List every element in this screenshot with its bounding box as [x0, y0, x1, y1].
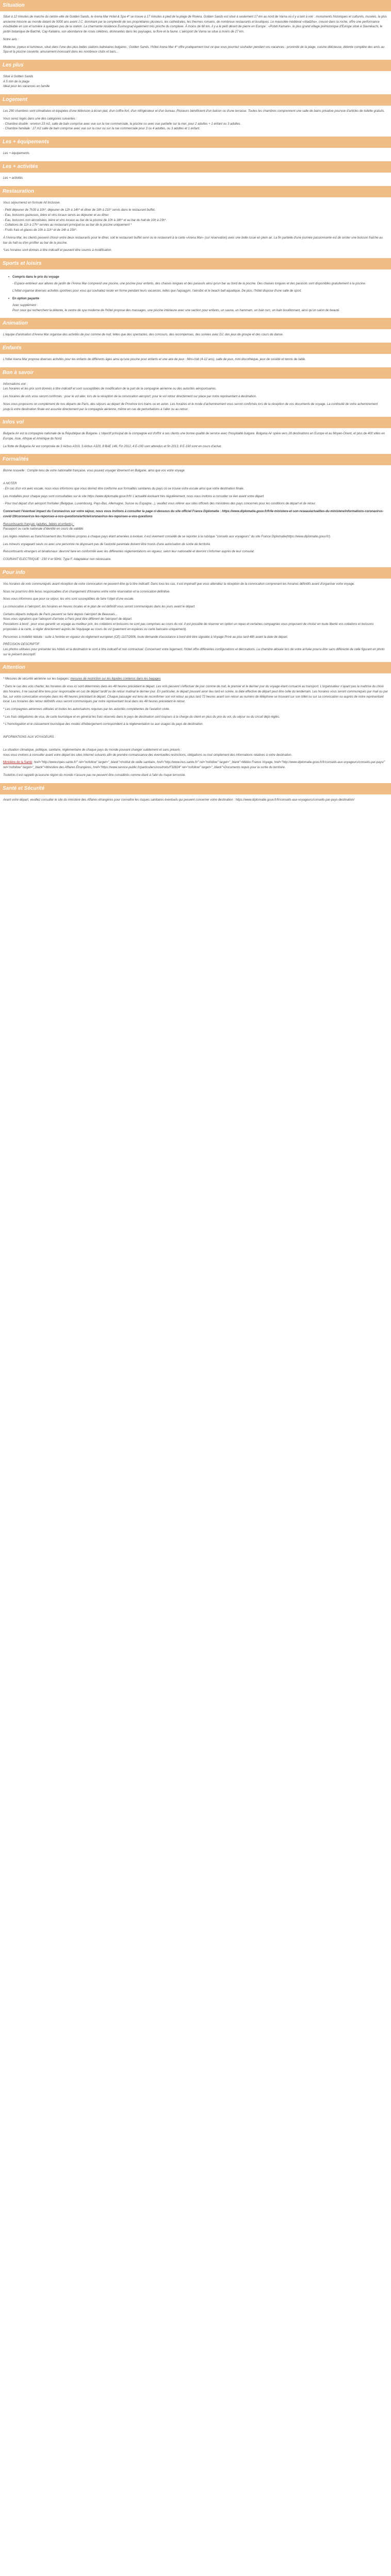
section-plus [0, 71, 391, 94]
section-title-plus: Les plus [0, 60, 391, 71]
situation-avis-text: Moderne, joyeux et lumineux, situé dans l'une des plus belles stations balnéaires bulgares : Golden Sands, l'hôtel Arena Mar 4* offre pratiquement tout ce que vous pourriez souhaiter pendant vos vacances : proximité de la plage, cuisine délicieuse, détente complète des amis au Spa et la piscine couverte, amusement incessant dans les nombreux clubs et bars... [3, 45, 385, 54]
restauration-line: - Petit déjeuner de 7h30 à 10h*, déjeuner de 12h à 14h* et dîner de 18h à 21h* servis dans le restaurant buffet. [3, 209, 156, 212]
formalites-nationals-link[interactable]: Ressortissants français (adultes, bébés et enfants) : [3, 522, 75, 526]
logement-text: Vous serez logés dans une des catégories suivantes : [3, 117, 77, 121]
formalites-text: Passeport ou carte nationale d'identité en cours de validité. [3, 528, 84, 531]
section-bon-a-savoir [0, 379, 391, 417]
attention-text: La situation climatique, politique, sanitaire, réglementaire de chaque pays du monde pouvant changer subitement et sans préavis : [3, 748, 182, 752]
formalites-electric: COURANT ELECTRIQUE : 230 V et 50Hz. Type F. Adaptateur non nécessaire. [3, 558, 111, 562]
attention-spacer [3, 743, 388, 748]
animation-text: L'équipe d'animation d'Arena Mar organise des activités de jour comme de nuit, telles que des spectacles, des concours, des recompenses, des soirées avec DJ, des jeux de groupe et des cours de danse. [3, 333, 284, 337]
liquids-restriction-link[interactable]: mesures de restriction sur les liquides contenus dans les bagages [70, 677, 161, 681]
health-ministry-link[interactable]: Ministère de la Santé [3, 761, 32, 765]
attention-text: Toutefois il est rappelé qu'aucune région du monde n'assure pas ne peuvent être considérés comme étant à l'abri du risque terroriste. [3, 773, 186, 777]
bonasavoir-text: Nous vous proposons un complément de nos départs de Paris, des séjours au départ de Province lors trains ou en avion. Les horaires et le mode d'acheminement vous seront confirmés lors de la réception de vos documents de voyage. La continuité de votre acheminement jusqu'à votre destination finale est assurée directement par la compagnie aérienne, même en cas de perturbations à l'aller ou au retour. [3, 402, 378, 411]
section-title-sports: Sports et loisirs [0, 258, 391, 269]
pourinfo-text: Nous vous signalons que l'aéroport d'arrivée à Paris peut être différent de l'aéroport de départ. [3, 618, 133, 621]
bonasavoir-text: Les horaires et les prix sont donnés à titre indicatif et sont susceptibles de modification de la part de la compagnie aérienne ou des autorités aéroportuaires. [3, 387, 217, 391]
equipements-text: Les + équipements [3, 152, 29, 156]
formalites-note-heading: A NOTER [3, 482, 17, 486]
pourinfo-text: Certains départs indiqués de Paris peuvent se faire depuis l'aéroport de Beauvais... [3, 613, 118, 616]
sports-text: - Espace extérieur aux allures de jardin de l'Arena Mar comprend une piscine, une piscine pour enfants, des chaises longues et des parasols ainsi qu'un bar au bord de la piscine. Des chaises longues et des parasols sont disponibles gratuitement à la piscine. [12, 282, 366, 285]
formalites-text: Les règles relatives au franchissement des frontières propres à chaque pays étant amenées à évoluer, il est vivement conseillé de se reporter à la rubrique "conseils aux voyageurs" du site France Diplomatie(https://www.diplomatie.gouv.fr/). [3, 535, 331, 538]
attention-text: * Dans le cas des vols charter, les horaires de vous ici sont déterminés dans les 48 heures précédant le départ. Les vols peuvent s'effectuer de jour comme de nuit, le premier et le dernier jour du voyage étant consacré au transport. L'organisateur n'ayant pas la maîtrise du choix des horaires, il ne saurait être tenu pour responsable en cas de départ tardif ou de retour matinal le dernier jour. En particulier, le départ pouvant avoir lieu tard en soirée, la date effective de départ peut être celle du lendemain. Les horaires vous seront communiqués par mail ou par fax, sur votre convocation envoyée dans les 48 heures précédant le départ. Chaque passager est tenu de reconfirmer son vol retour au plus tard 72 heures avant son retour au numéro de téléphone se trouvant sur son billet ou sur sa convocation ou auprès de notre représentant local. Les horaires des retour définitifs vous seront communiqués par notre représentant local dans les 48 heures précédant le retour. [3, 685, 388, 704]
attention-links [3, 760, 388, 770]
pourinfo-desc-heading: PRÉCISION DESCRIPTIF [3, 643, 40, 647]
pourinfo-desc-text: Les photos utilisées pour présenter les hôtels et la destination le sont à titre indicatif et non contractuel. Concernant votre logement, l'hôtel offre différentes configurations et décorations. La chambre allouée lors de votre arrivée pourra être sans différente de celle figurant en photo sur le présent descriptif. [3, 648, 385, 656]
pourinfo-text: La convocation à l'aéroport, les horaires en heures locales et le plan de vol définitif vous seront communiqués dans les jours avant le départ. [3, 605, 196, 608]
section-title-restauration: Restauration [0, 186, 391, 197]
section-title-enfants: Enfants [0, 343, 391, 354]
section-title-sante: Santé et Sécurité [0, 783, 391, 794]
plus-item: A 5 min de la plage [3, 80, 30, 83]
formalites-text: - En cas d'un vol avec escale, nous vous informons que vous devrez être conforme aux formalités sanitaires du pays où se trouve votre escale ainsi que votre destination finale. [3, 487, 245, 490]
section-sports [0, 269, 391, 318]
plus-item: Idéal pour les vacances en famille [3, 85, 50, 89]
formalites-text: Les modalités pour chaque pays sont consultables sur le site https://www.diplomatie.gouv.fr/fr/ L'actualité évoluant très régulièrement, nous vous invitons à consulter ce lien avant votre départ. [3, 495, 265, 498]
sports-text: L'hôtel organise diverses activités sportives pour vous qui souhaitez rester en forme pendant leurs vacances, telles que l'aquagym, l'aérobic et le beach ball aquatique. De plus, l'hôtel dispose d'une salle de sport. [12, 290, 302, 293]
pourinfo-text: Vos horaires de vols communiqués avant réception de votre convocation ne peuvent être qu'à titre indicatif. Dans tous les cas, il est impératif que vous attendiez la réception de la convocation comprenant les horaires définitifs avant d'organiser votre voyage. [3, 582, 355, 586]
formalites-text: - Pour tout départ d'un aéroport frontalier (Belgique, Luxembourg, Pays-Bas, Allemagne, Suisse ou Espagne...), veuillez vous référer aux sites officiels des ministères des pays concernés pour les conditions de départ et de retour. [3, 502, 316, 506]
section-attention [0, 673, 391, 783]
section-title-equipements: Les + équipements [0, 137, 391, 148]
section-title-pour-info: Pour info [0, 567, 391, 579]
formalites-text: Bonne nouvelle : Compte tenu de votre nationalité française, vous pouvez voyager librement en Bulgarie, ainsi que vos votre voyage [3, 469, 185, 473]
restauration-line: - Eau, boissons gazeuses, bière et vins locaux servis au déjeuner et au dîner. [3, 213, 109, 217]
section-title-situation: Situation [0, 0, 391, 11]
attention-text: nous vous invitons à consulter avant votre départ les sites Internet suivants afin de prendre connaissance des éventuelles restrictions, obligations ou tout simplement des informations relatives à votre destination. [3, 753, 292, 757]
section-logement [0, 106, 391, 137]
activites-text: Les + activités [3, 176, 23, 180]
section-title-formalites: Formalités [0, 454, 391, 465]
attention-security-label: * Mesures de sécurité aérienne sur les bagages: [3, 677, 71, 681]
section-situation [0, 11, 391, 60]
logement-text: Les 290 chambres sont climatisées et équipées d'une télévision à écran plat, d'un coffre-fort, d'un réfrigérateur et d'un bureau. Plusieurs bénéficient d'un balcon ou d'une terrasse. Toutes les chambres comprennent une salle de bains privative pourvue d'articles de toilette gratuits. [3, 110, 385, 113]
attention-security [3, 677, 388, 682]
page [0, 0, 391, 807]
section-title-activites: Les + activités [0, 161, 391, 173]
plus-item: Situé à Golden Sands [3, 75, 34, 79]
sports-included-heading: • Compris dans le prix du voyage [3, 275, 388, 280]
bonasavoir-text: Les horaires de vols vous seront confirmés : pour le vol aller, lors de la réception de la convocation aéroport; pour le vol retour directement sur place par notre représentant à destination. [3, 395, 257, 399]
attention-links-text: : href="http://www.inpes.sante.fr/" rel="nofollow" target="_blank">Institut de veille sanitaire, href="http://www.invs.sante.fr/" rel="nofollow" target="_blank">Météo France Voyage, href="http://www.diplomatie.gouv.fr/fr/conseils-aux-voyageurs/conseils-par-pays/" rel="nofollow" target="_blank">Ministère des Affaires Étrangères, href="https://www.service-public.fr/particuliers/vosdroits/F32824" rel="nofollow" target="_blank">Documents requis pour la sortie du territoire. [3, 761, 385, 770]
restauration-line: - Fruits frais et glaces de 10h à 11h* et de 14h à 15h*. [3, 229, 77, 232]
sports-paid-heading: • En option payante [3, 297, 388, 302]
infosvol-text: Bulgaria Air est la compagnie nationale de la République de Bulgarie. L'objectif principal de la compagnie est d'offrir à ses clients une bonne qualité de service avec l'hospitalité bulgare. Bulgaria Air opère vers 28 destinations en Europe et au Moyen-Orient, et plus de 400 villes en Europe, Asie, Afrique et Amérique du Nord. [3, 432, 385, 441]
section-animation [0, 329, 391, 343]
restauration-line: - Eau, boissons non alcoolisées, bière et vins locaux au bar de la piscine de 10h à 18h* et au bar du hall de 10h à 23h*. [3, 218, 167, 222]
restauration-line: - Collations de 11h à 17h* servies au restaurant principal ou au bar de la piscine uniquement * [3, 224, 132, 227]
sports-supplement-label: Avec supplément : [12, 303, 38, 307]
restauration-text: À l'Arena Mar, les clients peuvent choisir entre deux restaurants pour le dîner, soit le restaurant buffet servi ou le restaurant à la carte «Arena Mar» (sur réservation) avec une belle issue en plein air. La fin partielle d'une journée passionnante est de siroter une boisson fraîche au bar du hall ou d'en profiter au bar de la piscine. [3, 236, 383, 245]
section-title-bon-a-savoir: Bon à savoir [0, 367, 391, 379]
section-enfants [0, 354, 391, 367]
section-title-attention: Attention [0, 662, 391, 673]
attention-spacer [3, 730, 388, 735]
formalites-spacer [3, 477, 388, 482]
attention-text: * L'homologation et le classement touristique des modes d'hébergement correspondent à la réglementation ou aux usages du pays de destination. [3, 723, 204, 726]
formalites-text: Les mineurs voyageant seuls ou avec une personne ne disposant pas de l'autorité parentale doivent être munis d'une autorisation de sortie de territoire. [3, 543, 211, 546]
logement-room-family: - Chambre familiale : 27 m2 salle de bain comprise avec vue sur la cour ou sur la rue commerciale pour 3 ou 4 adultes, ou 3 adultes et 1 enfant. [3, 127, 200, 131]
infosvol-text: La flotte de Bulgaria Air est composée de 3 Airbus A319, 3 Airbus A320, 8 BAE 146, Fin 2012, 4 E-190 sont attendus et fin 2013, 8 E-190 sont en cours d'achat. [3, 445, 222, 448]
attention-text: * Les frais obligatoires de visa, de carte touristique et en général les frais réservés dans le pays de destination sont toujours à la charge du client en plus du prix du vol, du séjour ou du circuit déjà réglés. [3, 715, 280, 719]
formalites-covid-notice: Concernant l'éventuel impact du Coronavirus sur votre séjour, nous vous invitons à consulter la page ci-dessous du site officiel France Diplomatie : https://www.diplomatie.gouv.fr/fr/le-ministere-et-son-reseau/actualites-du-ministere/informations-coronavirus-covid-19/coronavirus-les-reponses-a-vos-questions/article/coronavirus-les-reponses-a-vos-questions [3, 510, 384, 518]
situation-text: Situé à 12 minutes de marche du centre-ville de Golden Sands, le Arena Mar Hotel & Spa 4* se trouve à 17 minutes à pied de la plage de Riviera. Golden Sands est situé à seulement 17 km au nord de Varna où il y a tant à voir : monuments historiques et culturels, musées, la plus ancienne trésorie au monde datant de 5000 ans avant J.C. dominant par la complexité de ses propriétaires plusieurs, les cathédrales, les thermes romains, de nombreux restaurants et boutiques. Le mausolée médiéval «Aladzha», creusé dans la roche, offre une performance inoubliable en son et lumière à quelques pas de la station. La charmante résidence Euxinograd également très proche du complexe. À moins de 60 km, il y a le petit désert de pierre en Europe : «Pobiti Kamani», le plus grand village préhistorique d'Europe situé à Slavnikachi, le jardin botanique de Balchik, Cap Kaliakra, son abondance de roses célèbres, étonnantes dans les paysages, la flore et la faune. L'aéroport de Varna se situe à moins de 27 km. [3, 15, 387, 34]
pourinfo-text: Prestations à bord : pour vous garantir un voyage au meilleur prix, les collations et boissons ne sont pas comprises au cours du vol. Il est possible de réserver en option un repas et certaines compagnies vous proposent de choisir en toute liberté vos collations et boissons proposées à la carte, à régler directement auprès de l'équipage au cours du vol (paiement en espèces ou carte bancaire uniquement). [3, 623, 374, 631]
logement-room-double: - Chambre double : environ 23 m2, salle de bain comprise avec vue sur la rue commerciale, la piscine ou avec vue partielle sur la mer, pour 2 adultes + 1 enfant ou 3 adultes. [3, 122, 241, 126]
section-restauration [0, 197, 391, 258]
section-equipements [0, 148, 391, 161]
bonasavoir-label: Informations voir : [3, 382, 28, 386]
sports-text: Pour ceux qui recherchent la détente, le centre de spa moderne de l'hôtel propose des massages, une piscine intérieure avec une section pour enfants, un sauna, un hammam, un bain turc, un bain bouillonnant, ainsi qu'un salon de beauté. [12, 309, 340, 312]
attention-infos-heading: INFORMATIONS AUX VOYAGEURS : [3, 736, 56, 739]
situation-avis-label: Notre avis : [3, 38, 19, 41]
section-title-animation: Animation [0, 318, 391, 329]
pourinfo-text: Nous vous informons que pour ce séjour, les vins sont susceptibles de faire l'objet d'une escale. [3, 598, 135, 601]
restauration-note: *Les horaires sont donnés à titre indicatif et peuvent être soumis à modification. [3, 249, 112, 252]
restauration-text: Vous séjournerez en formule All Inclusive. [3, 201, 61, 205]
section-formalites [0, 465, 391, 567]
section-sante [0, 794, 391, 808]
section-infos-vol [0, 428, 391, 454]
pourinfo-text: Nous ne pourrons être tenus responsables d'un changement d'horaires entre votre réservation et la convocation définitive. [3, 590, 171, 594]
attention-text: * Les compagnies aériennes utilisées et toutes les autorisations requises par les autorités compétentes de l'aviation civile. [3, 708, 170, 711]
section-activites [0, 173, 391, 186]
section-title-logement: Logement [0, 94, 391, 106]
pourinfo-text: Personnes à mobilité réduite : suite à l'entrée en vigueur du règlement européen (CE) 1107/2006, toute demande d'assistance à bord doit être signalée à Voyage Privé au plus tard 48h avant la date de départ. [3, 635, 288, 639]
enfants-text: L'hôtel Arena Mar propose diverses activités pour les enfants de différents âges ainsi qu'une piscine pour enfants et une aire de jeux : Mini-club (4-12 ans), salle de jeux, mini discothèque, jeux de société et tennis de table. [3, 358, 306, 361]
formalites-text: Ressortissants étrangers et binationaux :devront faire en conformité avec les différentes réglementations en vigueur, selon leur nationalité et devront s'informer auprès de leur consulat. [3, 550, 255, 554]
sante-text: Avant votre départ, veuillez consulter le site du ministère des Affaires étrangères pour connaître les risques sanitaires éventuels qui peuvent concerner votre destination : https://www.diplomatie.gouv.fr/fr/conseils-aux-voyageurs/conseils-par-pays-destination/ [3, 798, 355, 802]
section-pour-info [0, 579, 391, 663]
section-title-infos-vol: Infos vol [0, 417, 391, 428]
